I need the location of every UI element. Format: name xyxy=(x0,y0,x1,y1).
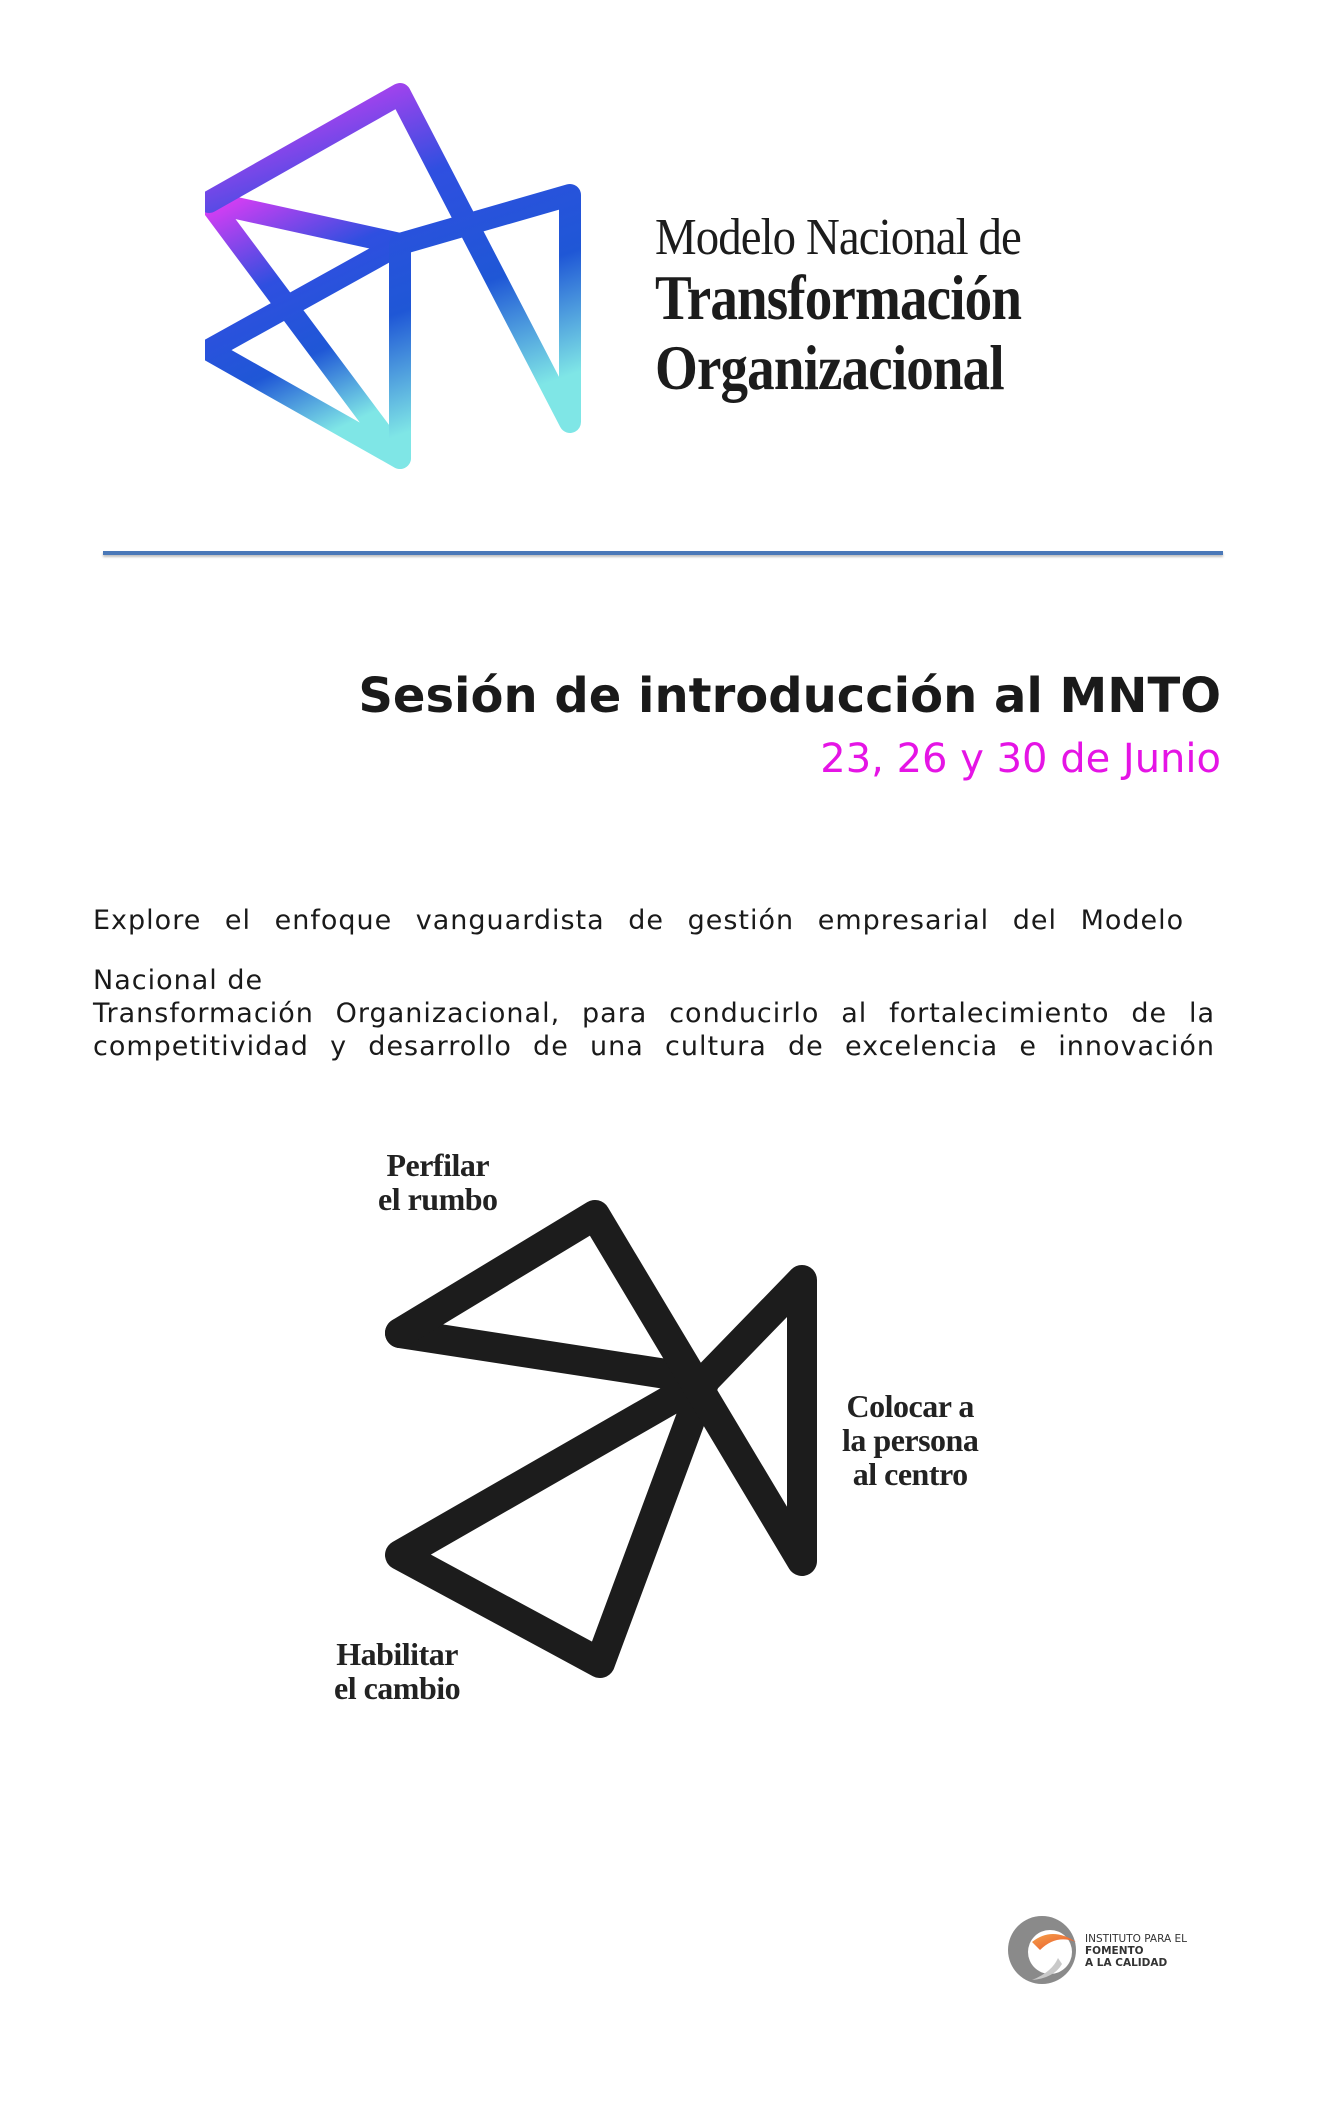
ifc-line-1: INSTITUTO PARA EL xyxy=(1085,1933,1187,1945)
intro-line-3: Transformación Organizacional, para conducirlo al fortalecimiento de la competitividad y desarrollo de una cultura de excelencia e innovación xyxy=(93,998,1215,1062)
ifc-line-2: FOMENTO xyxy=(1085,1945,1144,1957)
mnto-diagram-icon xyxy=(370,1185,830,1705)
label-colocar-persona xyxy=(842,1389,978,1491)
ifc-line-3: A LA CALIDAD xyxy=(1085,1957,1168,1969)
label-habilitar-line-1: Habilitar xyxy=(336,1636,458,1672)
intro-paragraph xyxy=(93,964,1215,1063)
label-perfilar-el-rumbo xyxy=(378,1148,498,1216)
label-colocar-line-2: la persona xyxy=(842,1422,979,1458)
label-habilitar-el-cambio xyxy=(334,1637,460,1705)
label-perfilar-line-1: Perfilar xyxy=(386,1147,490,1183)
brand-line-3: Organizacional xyxy=(655,332,1004,403)
session-dates: 23, 26 y 30 de Junio xyxy=(820,736,1221,782)
label-habilitar-line-2: el cambio xyxy=(334,1670,461,1706)
intro-line-2: Nacional de xyxy=(93,965,264,996)
label-colocar-line-1: Colocar a xyxy=(846,1388,974,1424)
brand-wordmark xyxy=(655,209,1081,403)
brand-line-1: Modelo Nacional de xyxy=(655,209,1021,266)
mnto-logo-icon xyxy=(205,72,605,522)
session-title: Sesión de introducción al MNTO xyxy=(358,668,1221,724)
intro-line-1: Explore el enfoque vanguardista de gestión empresarial del Modelo xyxy=(93,905,1185,936)
ifc-org-name xyxy=(1085,1933,1187,1969)
label-perfilar-line-2: el rumbo xyxy=(378,1181,498,1217)
label-colocar-line-3: al centro xyxy=(852,1456,968,1492)
header-divider xyxy=(103,551,1223,555)
brand-line-2: Transformación xyxy=(655,262,1022,333)
